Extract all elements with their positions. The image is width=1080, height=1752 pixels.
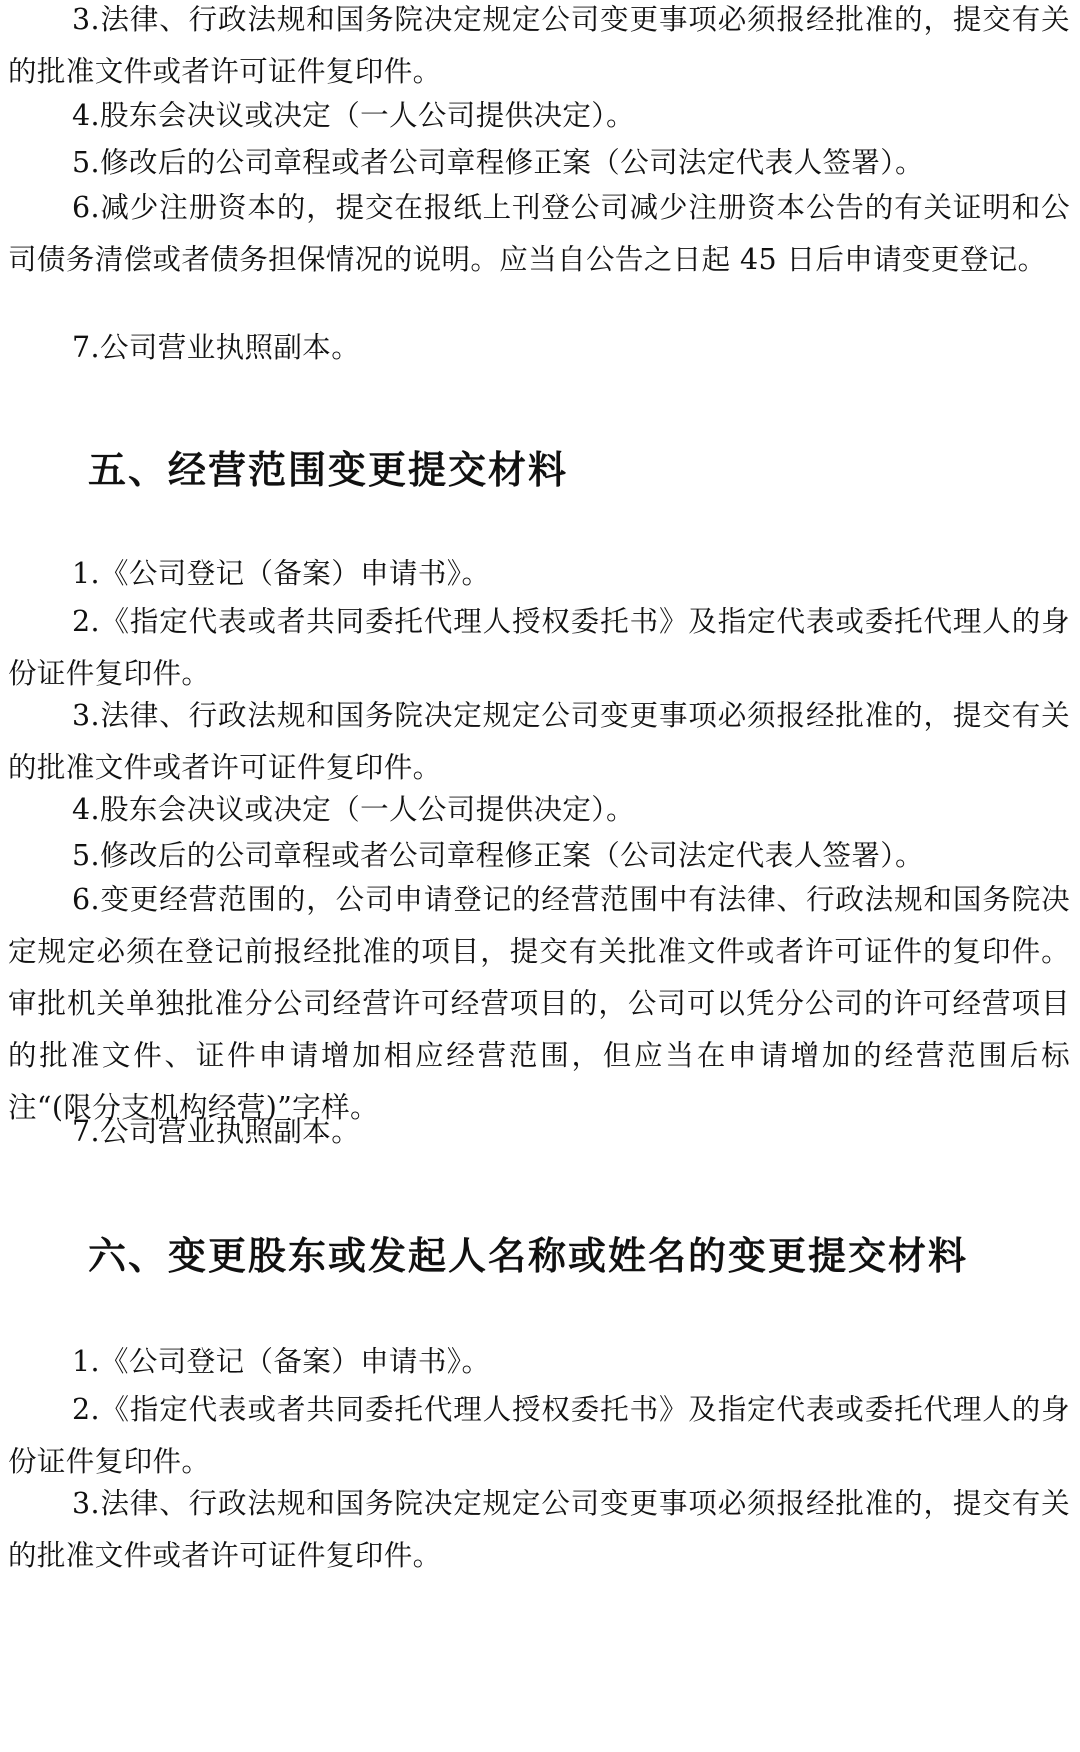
- paragraph: 7.公司营业执照副本。: [72, 331, 361, 364]
- section-heading: 六、变更股东或发起人名称或姓名的变更提交材料: [88, 1234, 969, 1278]
- list-item: 3.法律、行政法规和国务院决定规定公司变更事项必须报经批准的，提交有关的批准文件或者许可证件复印件。: [8, 1487, 1070, 1572]
- list-item: 2.《指定代表或者共同委托代理人授权委托书》及指定代表或委托代理人的身份证件复印件。: [8, 1393, 1070, 1478]
- list-item: 5.修改后的公司章程或者公司章程修正案（公司法定代表人签署）。: [72, 839, 924, 872]
- list-item: 6.变更经营范围的，公司申请登记的经营范围中有法律、行政法规和国务院决定规定必须在登记前报经批准的项目，提交有关批准文件或者许可证件的复印件。审批机关单独批准分公司经营许可经营项目的，公司可以凭分公司的许可经营项目的批准文件、证件申请增加相应经营范围，但应当在申请增加的经营范围后标注“(限分支机构经营)”字样。: [8, 883, 1070, 1124]
- paragraph: 6.减少注册资本的，提交在报纸上刊登公司减少注册资本公告的有关证明和公司债务清偿或者债务担保情况的说明。应当自公告之日起 45 日后申请变更登记。: [8, 191, 1070, 276]
- list-item: 7.公司营业执照副本。: [72, 1115, 361, 1148]
- list-item: 1.《公司登记（备案）申请书》。: [72, 1345, 491, 1378]
- list-item: 4.股东会决议或决定（一人公司提供决定）。: [72, 793, 635, 826]
- list-item: 2.《指定代表或者共同委托代理人授权委托书》及指定代表或委托代理人的身份证件复印件。: [8, 605, 1070, 690]
- paragraph: 4.股东会决议或决定（一人公司提供决定）。: [72, 99, 635, 132]
- list-item: 3.法律、行政法规和国务院决定规定公司变更事项必须报经批准的，提交有关的批准文件或者许可证件复印件。: [8, 699, 1070, 784]
- section-heading: 五、经营范围变更提交材料: [88, 448, 569, 492]
- paragraph: 5.修改后的公司章程或者公司章程修正案（公司法定代表人签署）。: [72, 146, 924, 179]
- paragraph: 3.法律、行政法规和国务院决定规定公司变更事项必须报经批准的，提交有关的批准文件或者许可证件复印件。: [8, 3, 1070, 88]
- list-item: 1.《公司登记（备案）申请书》。: [72, 557, 491, 590]
